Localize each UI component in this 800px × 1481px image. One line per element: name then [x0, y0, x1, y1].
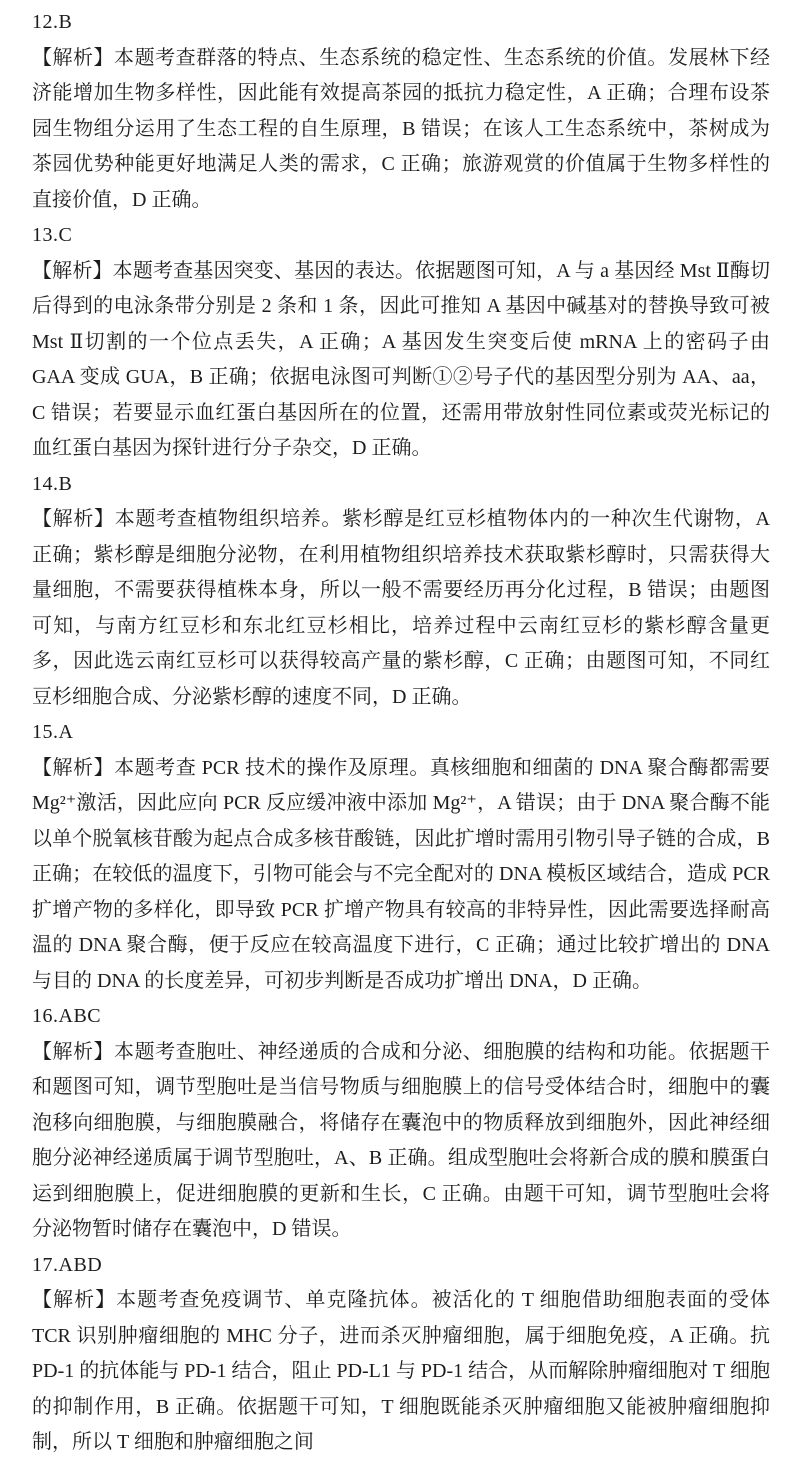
answer-number: 12.B — [32, 11, 73, 33]
analysis-paragraph: 【解析】本题考查免疫调节、单克隆抗体。被活化的 T 细胞借助细胞表面的受体 TCR 识别肿瘤细胞的 MHC 分子，进而杀灭肿瘤细胞，属于细胞免疫，A 正确。抗 PD-1 的抗体能与 PD-1 结合，阻止 PD-L1 与 PD-1 结合，从而解除肿瘤细胞对 T 细胞的抑制作用，B 正确。依据题干可知，T 细胞既能杀灭肿瘤细胞又能被肿瘤细胞抑制，所以 T 细胞和肿瘤细胞之间 — [32, 1289, 770, 1453]
answer-number: 13.C — [32, 224, 73, 246]
analysis-paragraph: 【解析】本题考查植物组织培养。紫杉醇是红豆杉植物体内的一种次生代谢物，A 正确；紫杉醇是细胞分泌物，在利用植物组织培养技术获取紫杉醇时，只需获得大量细胞，不需要获得植株本身，所以一般不需要经历再分化过程，B 错误；由题图可知，与南方红豆杉和东北红豆杉相比，培养过程中云南红豆杉的紫杉醇含量更多，因此选云南红豆杉可以获得较高产量的紫杉醇，C 正确；由题图可知，不同红豆杉细胞合成、分泌紫杉醇的速度不同，D 正确。 — [32, 508, 770, 708]
answer-number: 17.ABD — [32, 1253, 103, 1276]
analysis-paragraph: 【解析】本题考查群落的特点、生态系统的稳定性、生态系统的价值。发展林下经济能增加生物多样性，因此能有效提高茶园的抵抗力稳定性，A 正确；合理布设茶园生物组分运用了生态工程的自生原理，B 错误；在该人工生态系统中，茶树成为茶园优势种能更好地满足人类的需求，C 正确；旅游观赏的价值属于生物多样性的直接价值，D 正确。 — [32, 46, 770, 211]
answer-section-13 — [32, 218, 770, 467]
answer-section-12 — [32, 5, 770, 218]
answer-number: 16.ABC — [32, 1005, 102, 1027]
answer-number: 14.B — [32, 472, 73, 495]
answer-section-16 — [32, 999, 770, 1248]
analysis-paragraph: 【解析】本题考查胞吐、神经递质的合成和分泌、细胞膜的结构和功能。依据题干和题图可知，调节型胞吐是当信号物质与细胞膜上的信号受体结合时，细胞中的囊泡移向细胞膜，与细胞膜融合，将储存在囊泡中的物质释放到细胞外，因此神经细胞分泌神经递质属于调节型胞吐，A、B 正确。组成型胞吐会将新合成的膜和膜蛋白运到细胞膜上，促进细胞膜的更新和生长，C 正确。由题干可知，调节型胞吐会将分泌物暂时储存在囊泡中，D 错误。 — [32, 1040, 770, 1240]
answer-section-15 — [32, 715, 770, 999]
answer-section-17 — [32, 1248, 770, 1461]
answer-section-14 — [32, 467, 770, 716]
analysis-paragraph: 【解析】本题考查 PCR 技术的操作及原理。真核细胞和细菌的 DNA 聚合酶都需要 Mg²⁺激活，因此应向 PCR 反应缓冲液中添加 Mg²⁺，A 错误；由于 DNA 聚合酶不能以单个脱氧核苷酸为起点合成多核苷酸链，因此扩增时需用引物引导子链的合成，B 正确；在较低的温度下，引物可能会与不完全配对的 DNA 模板区域结合，造成 PCR 扩增产物的多样化，即导致 PCR 扩增产物具有较高的非特异性，因此需要选择耐高温的 DNA 聚合酶，便于反应在较高温度下进行，C 正确；通过比较扩增出的 DNA 与目的 DNA 的长度差异，可初步判断是否成功扩增出 DNA，D 正确。 — [32, 756, 770, 992]
analysis-paragraph: 【解析】本题考查基因突变、基因的表达。依据题图可知，A 与 a 基因经 Mst Ⅱ酶切后得到的电泳条带分别是 2 条和 1 条，因此可推知 A 基因中碱基对的替换导致可被 Mst Ⅱ切割的一个位点丢失，A 正确；A 基因发生突变后使 mRNA 上的密码子由 GAA 变成 GUA，B 正确；依据电泳图可判断①②号子代的基因型分别为 AA、aa，C 错误；若要显示血红蛋白基因所在的位置，还需用带放射性同位素或荧光标记的血红蛋白基因为探针进行分子杂交，D 正确。 — [32, 259, 770, 459]
answer-number: 15.A — [32, 721, 74, 743]
